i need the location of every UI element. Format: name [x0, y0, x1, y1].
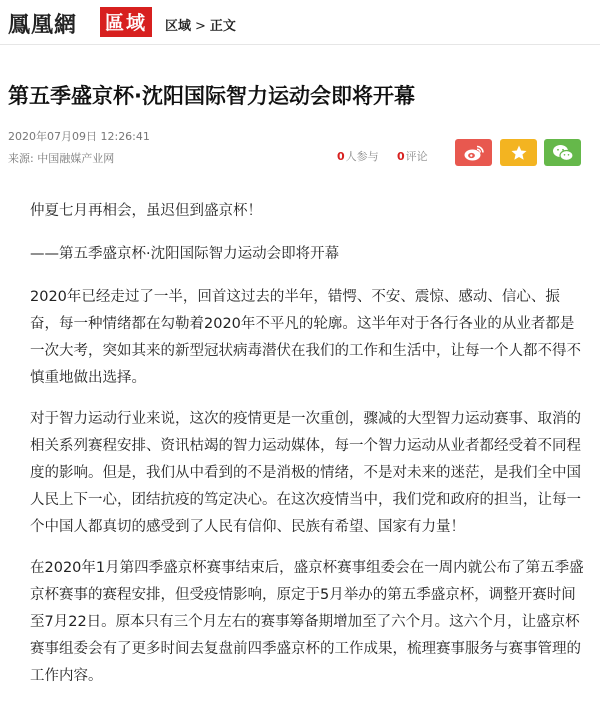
article-source — [8, 150, 114, 166]
participants-label: 人参与 — [345, 150, 379, 163]
source-label: 来源: — [8, 152, 34, 165]
paragraph: 对于智力运动行业来说，这次的疫情更是一次重创，骤减的大型智力运动赛事、取消的相关系列赛程安排、资讯枯竭的智力运动媒体，每一个智力运动从业者都经受着不同程度的影响。但是，我们从中看到的不是消极的情绪，不是对未来的迷茫，是我们全中国人民上下一心，团结抗疫的笃定决心。在这次疫情当中，我们党和政府的担当，让每一个中国人都真切的感受到了人民有信仰、民族有希望、国家有力量！ — [30, 411, 581, 535]
paragraph-lead: 仲夏七月再相会，虽迟但到盛京杯！ — [30, 203, 262, 219]
source-name[interactable]: 中国融媒产业网 — [37, 152, 115, 165]
comments-number: 0 — [397, 150, 405, 163]
breadcrumb-region[interactable]: 区域 — [165, 19, 192, 34]
article-body — [30, 198, 586, 704]
comments-count[interactable] — [397, 148, 428, 164]
weibo-icon — [463, 144, 485, 162]
publish-time: 2020年07月09日 12:26:41 — [8, 130, 150, 143]
article-title: 第五季盛京杯·沈阳国际智力运动会即将开幕 — [8, 84, 415, 108]
participants-count[interactable] — [337, 148, 379, 164]
breadcrumb — [165, 15, 236, 34]
share-weibo-button[interactable] — [455, 139, 492, 166]
comments-label: 评论 — [405, 150, 428, 163]
wechat-icon — [552, 144, 574, 162]
share-wechat-button[interactable] — [544, 139, 581, 166]
breadcrumb-current: 正文 — [209, 19, 236, 34]
channel-badge[interactable]: 區域 — [100, 7, 152, 37]
paragraph: 2020年已经走过了一半，回首这过去的半年，错愕、不安、震惊、感动、信心、振奋，每一种情绪都在勾勒着2020年不平凡的轮廓。这半年对于各行各业的从业者都是一次大考，突如其来的新型冠状病毒潜伏在我们的工作和生活中，让每一个人都不得不慎重地做出选择。 — [30, 289, 581, 386]
star-icon — [510, 144, 528, 162]
site-header — [0, 0, 600, 45]
site-logo[interactable]: 鳳凰網 — [8, 12, 78, 38]
participants-number: 0 — [337, 150, 345, 163]
favorite-button[interactable] — [500, 139, 537, 166]
breadcrumb-separator: > — [195, 19, 206, 34]
paragraph-subtitle: ——第五季盛京杯·沈阳国际智力运动会即将开幕 — [30, 246, 340, 262]
paragraph: 在2020年1月第四季盛京杯赛事结束后，盛京杯赛事组委会在一周内就公布了第五季盛京杯赛事的赛程安排，但受疫情影响，原定于5月举办的第五季盛京杯，调整开赛时间至7月22日。原本只有三个月左右的赛事筹备期增加至了六个月。这六个月，让盛京杯赛事组委会有了更多时间去复盘前四季盛京杯的工作成果，梳理赛事服务与赛事管理的工作内容。 — [30, 560, 584, 684]
